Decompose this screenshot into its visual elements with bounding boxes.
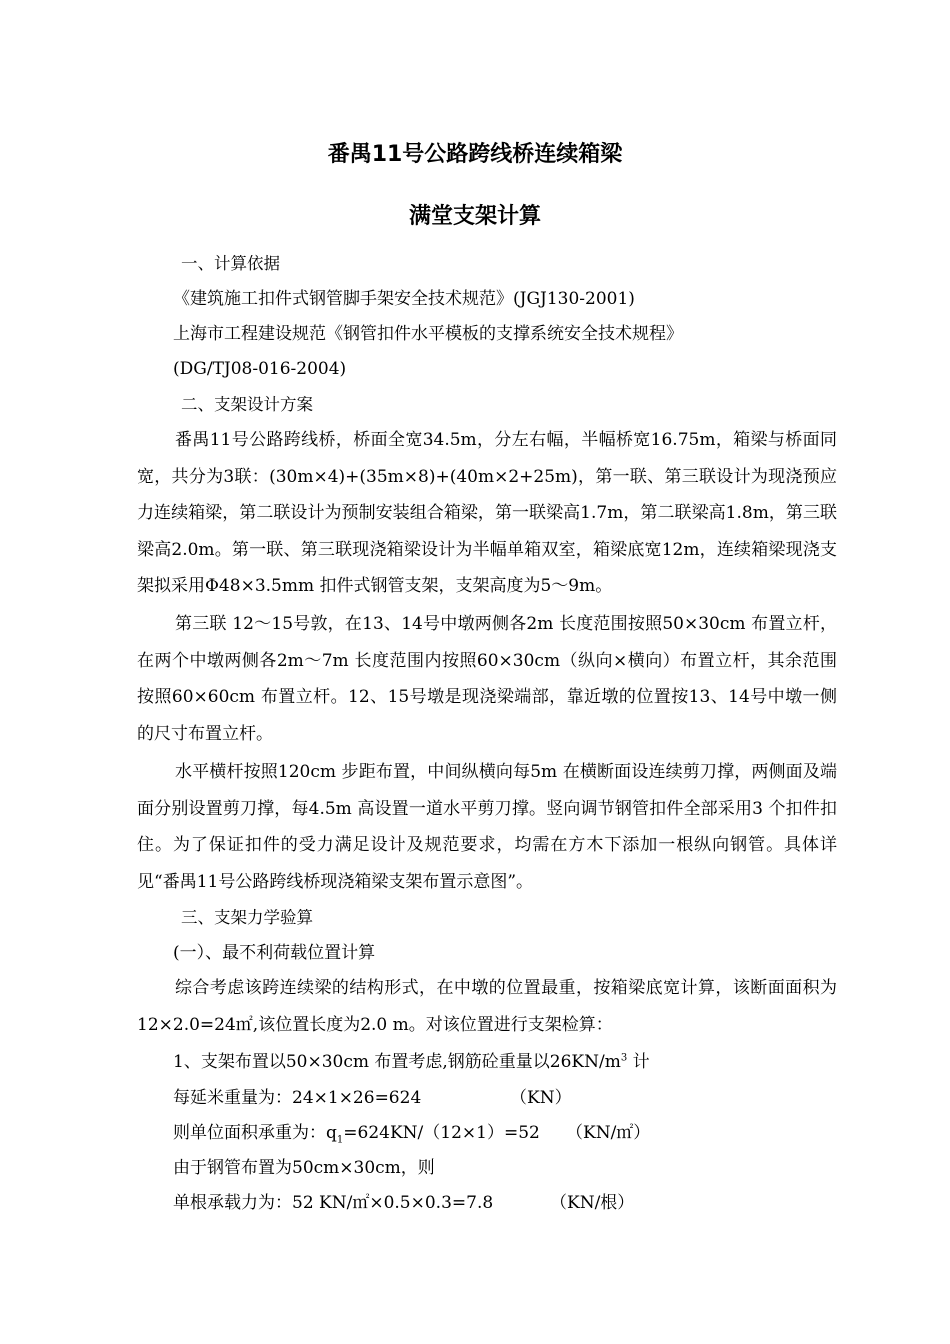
document-title: 番禺11号公路跨线桥连续箱梁 [327,142,623,167]
calc-line-4: 单根承载力为：52 KN/㎡×0.5×0.3=7.8 [173,1193,494,1213]
calc-line-2-text-b: =624KN/（12×1）=52 [343,1123,540,1143]
document-subtitle: 满堂支架计算 [408,204,541,229]
section-1-heading: 一、计算依据 [181,254,280,273]
section-3-heading: 三、支架力学验算 [181,908,313,927]
reference-2: 上海市工程建设规范《钢管扣件水平模板的支撑系统安全技术规程》 [173,324,683,344]
calc-line-4-unit: （KN/根） [550,1193,635,1213]
calc-intro-text: 1、支架布置以50×30cm 布置考虑,钢筋砼重量以26KN/m [173,1052,621,1072]
design-paragraph-2: 第三联 12～15号敦，在13、14号中墩两侧各2m 长度范围按照50×30cm 布置立杆，在两个中墩两侧各2m～7m 长度范围内按照60×30cm（纵向×横向）布置立杆，其余范围按照60×60cm 布置立杆。12、15号墩是现浇梁端部，靠近墩的位置按13、14号中墩一侧的尺寸布置立杆。 [137,614,837,744]
calc-line-2-text-a: 则单位面积承重为：q [173,1123,337,1143]
design-paragraph-3: 水平横杆按照120cm 步距布置，中间纵横向每5m 在横断面设连续剪刀撑，两侧面及端面分别设置剪刀撑，每4.5m 高设置一道水平剪刀撑。竖向调节钢管扣件全部采用3 个扣件扣住。为了保证扣件的受力满足设计及规范要求，均需在方木下添加一根纵向钢管。具体详见“番禺11号公路跨线桥现浇箱梁支架布置示意图”。 [137,762,837,892]
reference-3: (DG/TJ08-016-2004) [173,359,347,379]
design-paragraph-1: 番禺11号公路跨线桥，桥面全宽34.5m，分左右幅，半幅桥宽16.75m，箱梁与桥面同宽，共分为3联：(30m×4)+(35m×8)+(40m×2+25m)，第一联、第三联设计为现浇预应力连续箱梁，第二联设计为预制安装组合箱梁，第一联梁高1.7m，第二联梁高1.8m，第三联梁高2.0m。第一联、第三联现浇箱梁设计为半幅单箱双室，箱梁底宽12m，连续箱梁现浇支架拟采用Φ48×3.5mm 扣件式钢管支架，支架高度为5～9m。 [137,430,837,596]
calc-line-2-subscript: 1 [336,1134,344,1146]
calc-intro [173,1050,650,1074]
calc-line-2 [173,1121,540,1145]
reference-1: 《建筑施工扣件式钢管脚手架安全技术规范》(JGJ130-2001) [173,289,635,309]
calc-line-2-unit: （KN/㎡） [566,1123,651,1143]
calc-intro-end: 计 [627,1052,650,1072]
section-2-heading: 二、支架设计方案 [181,395,313,414]
calc-line-1: 每延米重量为：24×1×26=624 [173,1088,422,1108]
calc-line-3: 由于钢管布置为50cm×30cm，则 [173,1158,435,1178]
subsection-1-heading: (一）、最不利荷载位置计算 [173,943,376,963]
calc-line-1-unit: （KN） [510,1088,572,1108]
load-paragraph: 综合考虑该跨连续梁的结构形式，在中墩的位置最重，按箱梁底宽计算，该断面面积为12×2.0=24㎡,该位置长度为2.0 m。对该位置进行支架检算： [137,978,837,1035]
calc-intro-superscript: 3 [620,1052,628,1064]
